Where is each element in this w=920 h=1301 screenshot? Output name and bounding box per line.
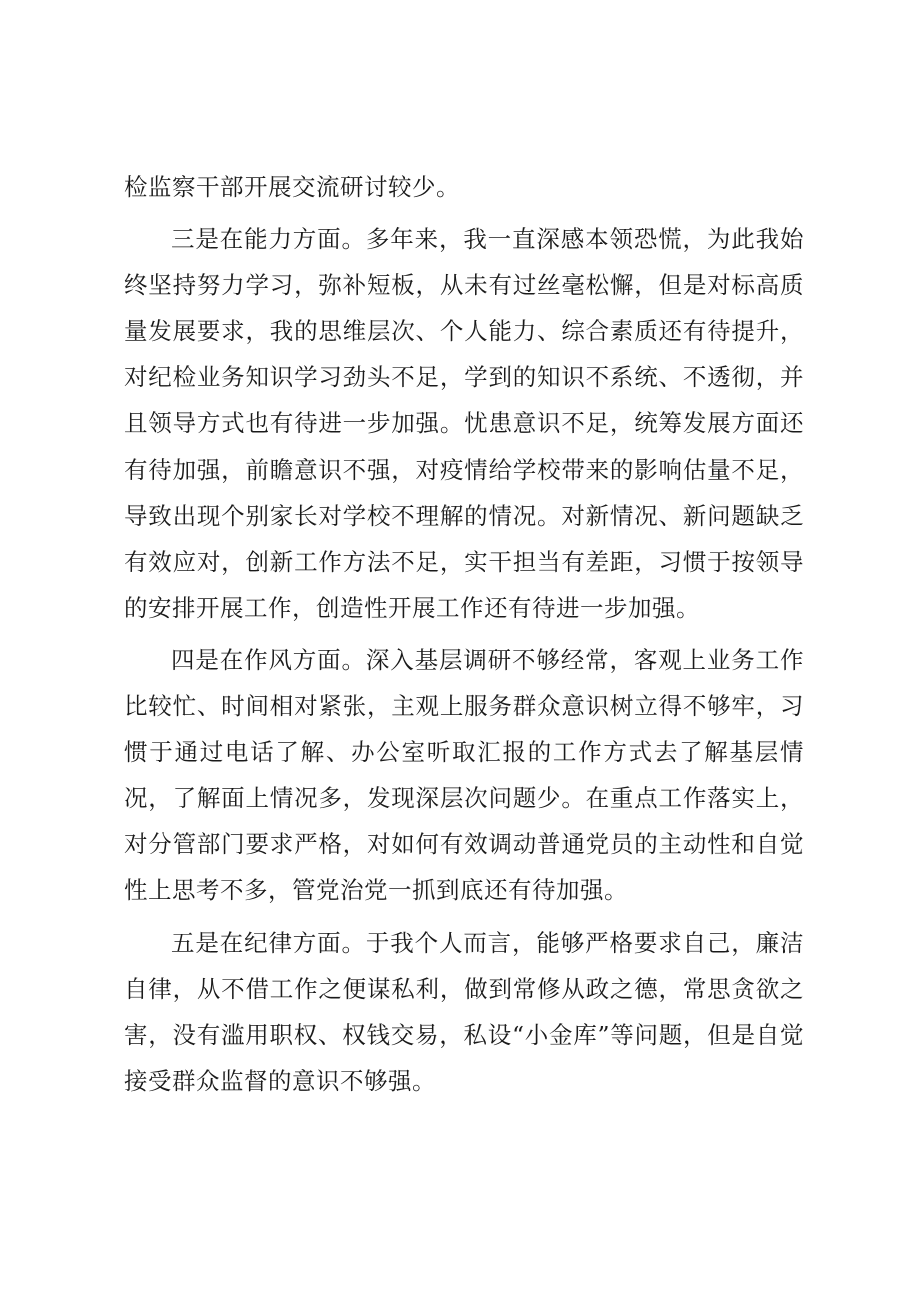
paragraph-work-style: 四是在作风方面。深入基层调研不够经常，客观上业务工作比较忙、时间相对紧张，主观上服务群众意识树立得不够牢，习惯于通过电话了解、办公室听取汇报的工作方式去了解基层情况，了解面上情况多，发现深层次问题少。在重点工作落实上，对分管部门要求严格，对如何有效调动普通党员的主动性和自觉性上思考不多，管党治党一抓到底还有待加强。 [124,645,804,905]
document-body [124,164,804,1104]
paragraph-discipline: 五是在纪律方面。于我个人而言，能够严格要求自己，廉洁自律，从不借工作之便谋私利，做到常修从政之德，常思贪欲之害，没有滥用职权、权钱交易，私设“小金库”等问题，但是自觉接受群众监督的意识不够强。 [124,928,804,1095]
paragraph-continuation: 检监察干部开展交流研讨较少。 [124,173,460,201]
paragraph-ability: 三是在能力方面。多年来，我一直深感本领恐慌，为此我始终坚持努力学习，弥补短板，从未有过丝毫松懈，但是对标高质量发展要求，我的思维层次、个人能力、综合素质还有待提升，对纪检业务知识学习劲头不足，学到的知识不系统、不透彻，并且领导方式也有待进一步加强。忧患意识不足，统筹发展方面还有待加强，前瞻意识不强，对疫情给学校带来的影响估量不足，导致出现个别家长对学校不理解的情况。对新情况、新问题缺乏有效应对，创新工作方法不足，实干担当有差距，习惯于按领导的安排开展工作，创造性开展工作还有待进一步加强。 [124,225,804,622]
